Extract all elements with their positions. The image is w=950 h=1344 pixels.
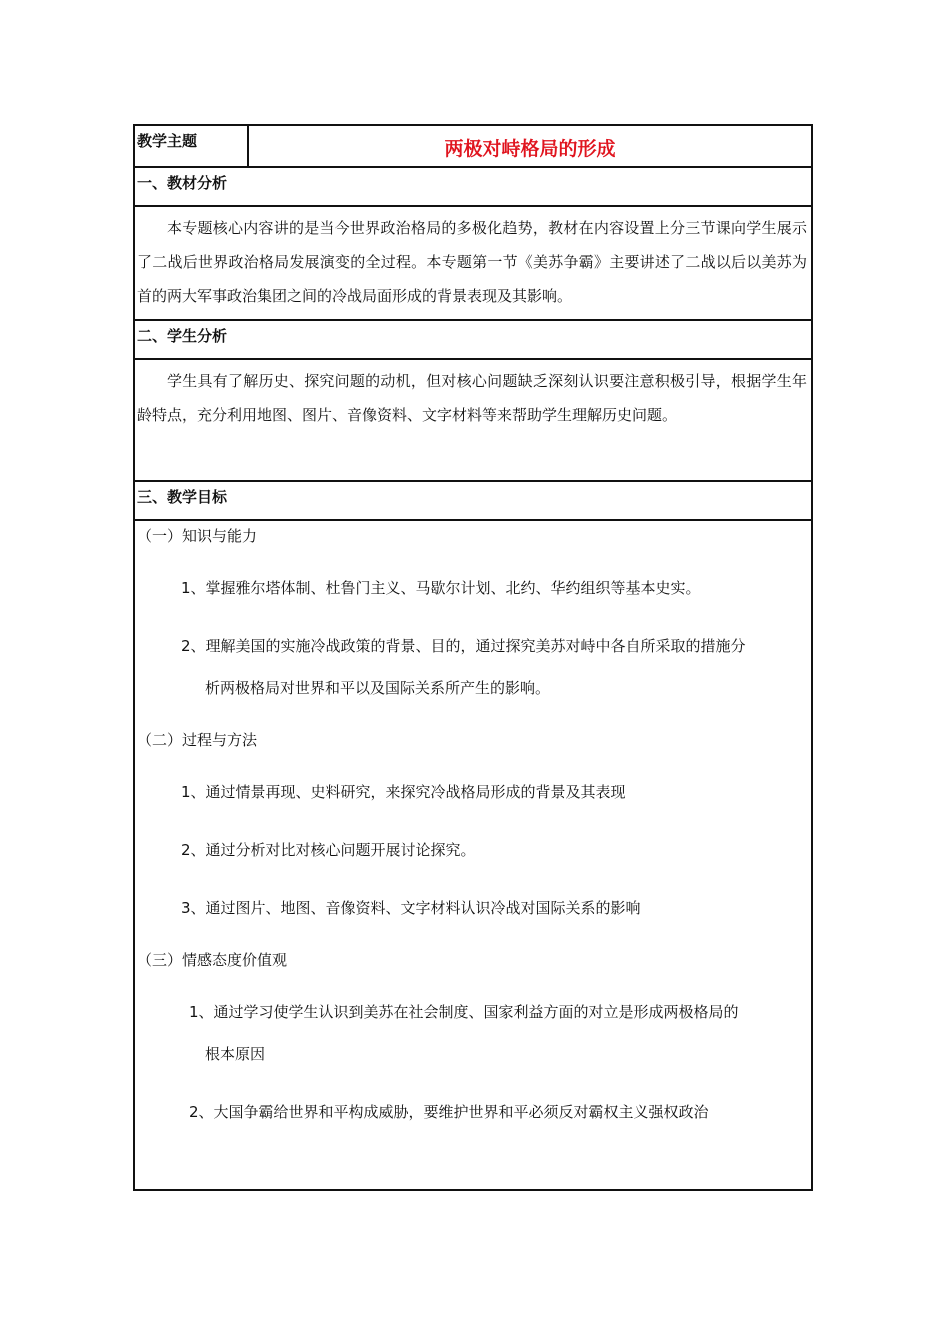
- goal-group-title-values: （三）情感态度价值观: [137, 951, 288, 969]
- goal-item: 1、通过学习使学生认识到美苏在社会制度、国家利益方面的对立是形成两极格局的: [189, 1003, 739, 1021]
- student-analysis-cell: [134, 359, 812, 481]
- goal-item: 1、通过情景再现、史料研究，来探究冷战格局形成的背景及其表现: [181, 783, 626, 801]
- goal-group-title-knowledge: （一）知识与能力: [137, 527, 258, 545]
- textbook-analysis-text: 本专题核心内容讲的是当今世界政治格局的多极化趋势，教材在内容设置上分三节课向学生展示了二战后世界政治格局发展演变的全过程。本专题第一节《美苏争霸》主要讲述了二战以后以美苏为首的两大军事政治集团之间的冷战局面形成的背景表现及其影响。: [137, 219, 807, 305]
- section-heading-student: 二、学生分析: [134, 320, 812, 359]
- goal-item: 3、通过图片、地图、音像资料、文字材料认识冷战对国际关系的影响: [181, 899, 641, 917]
- lesson-plan-table: [133, 124, 813, 1191]
- teaching-goals-cell: [134, 520, 812, 1190]
- goal-item: 根本原因: [205, 1045, 266, 1063]
- lesson-title: 两极对峙格局的形成: [248, 125, 812, 167]
- section-heading-textbook: 一、教材分析: [134, 167, 812, 206]
- student-analysis-text: 学生具有了解历史、探究问题的动机，但对核心问题缺乏深刻认识要注意积极引导，根据学生年龄特点，充分利用地图、图片、音像资料、文字材料等来帮助学生理解历史问题。: [137, 372, 807, 424]
- goal-item: 2、理解美国的实施冷战政策的背景、目的，通过探究美苏对峙中各自所采取的措施分: [181, 637, 746, 655]
- section-heading-goals: 三、教学目标: [134, 481, 812, 520]
- goal-item: 析两极格局对世界和平以及国际关系所产生的影响。: [205, 679, 551, 697]
- header-row: [134, 125, 812, 167]
- textbook-analysis-cell: [134, 206, 812, 320]
- topic-label: 教学主题: [134, 125, 248, 167]
- goal-item: 1、掌握雅尔塔体制、杜鲁门主义、马歇尔计划、北约、华约组织等基本史实。: [181, 579, 701, 597]
- goal-item: 2、通过分析对比对核心问题开展讨论探究。: [181, 841, 476, 859]
- goal-item: 2、大国争霸给世界和平构成威胁，要维护世界和平必须反对霸权主义强权政治: [189, 1103, 709, 1121]
- lesson-plan-page: [133, 124, 813, 1191]
- goal-group-title-process: （二）过程与方法: [137, 731, 258, 749]
